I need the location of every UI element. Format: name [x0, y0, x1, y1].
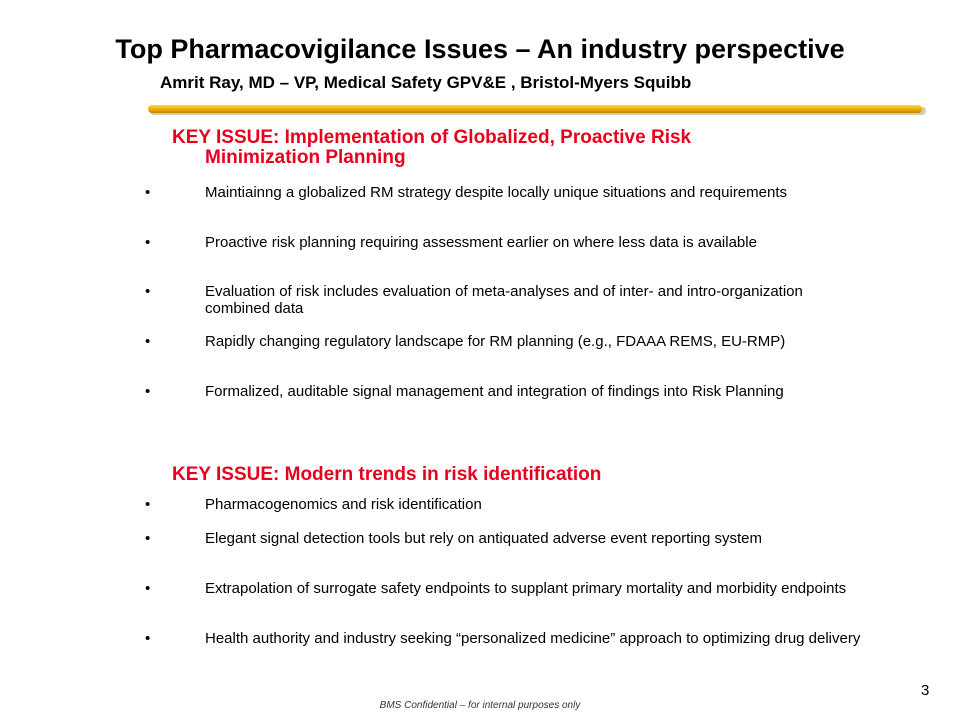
list-item: • Proactive risk planning requiring assessment earlier on where less data is available	[145, 234, 757, 251]
bullet-marker: •	[145, 333, 151, 350]
list-item: • Rapidly changing regulatory landscape for RM planning (e.g., FDAAA REMS, EU-RMP)	[145, 333, 786, 350]
bullet-marker: •	[145, 283, 151, 300]
list-item: • Elegant signal detection tools but rely on antiquated adverse event reporting system	[145, 530, 763, 547]
list-item: • Pharmacogenomics and risk identification	[145, 496, 482, 513]
title-underline	[148, 103, 926, 116]
list-item: • Maintiainng a globalized RM strategy despite locally unique situations and requirements	[145, 184, 787, 201]
section1-heading: KEY ISSUE: Implementation of Globalized, Proactive Risk Minimization Planning	[172, 127, 692, 168]
list-item: • Evaluation of risk includes evaluation of meta-analyses and of inter- and intro-organization combined data	[145, 283, 803, 317]
bullet-marker: •	[145, 383, 151, 400]
bullet-marker: •	[145, 234, 151, 251]
slide-subtitle: Amrit Ray, MD – VP, Medical Safety GPV&E , Bristol-Myers Squibb	[160, 73, 692, 92]
section2-heading: KEY ISSUE: Modern trends in risk identification	[172, 464, 602, 485]
slide-title: Top Pharmacovigilance Issues – An industry perspective	[115, 34, 845, 64]
bullet-marker: •	[145, 630, 151, 647]
confidentiality-footer: BMS Confidential – for internal purposes only	[379, 700, 581, 711]
bullet-marker: •	[145, 184, 151, 201]
bullet-marker: •	[145, 530, 151, 547]
bullet-marker: •	[145, 496, 151, 513]
page-number: 3	[921, 682, 930, 699]
bullet-marker: •	[145, 580, 151, 597]
list-item: • Extrapolation of surrogate safety endpoints to supplant primary mortality and morbidity endpoints	[145, 580, 847, 597]
list-item: • Health authority and industry seeking “personalized medicine” approach to optimizing drug delivery	[145, 630, 861, 647]
list-item: • Formalized, auditable signal management and integration of findings into Risk Planning	[145, 383, 784, 400]
